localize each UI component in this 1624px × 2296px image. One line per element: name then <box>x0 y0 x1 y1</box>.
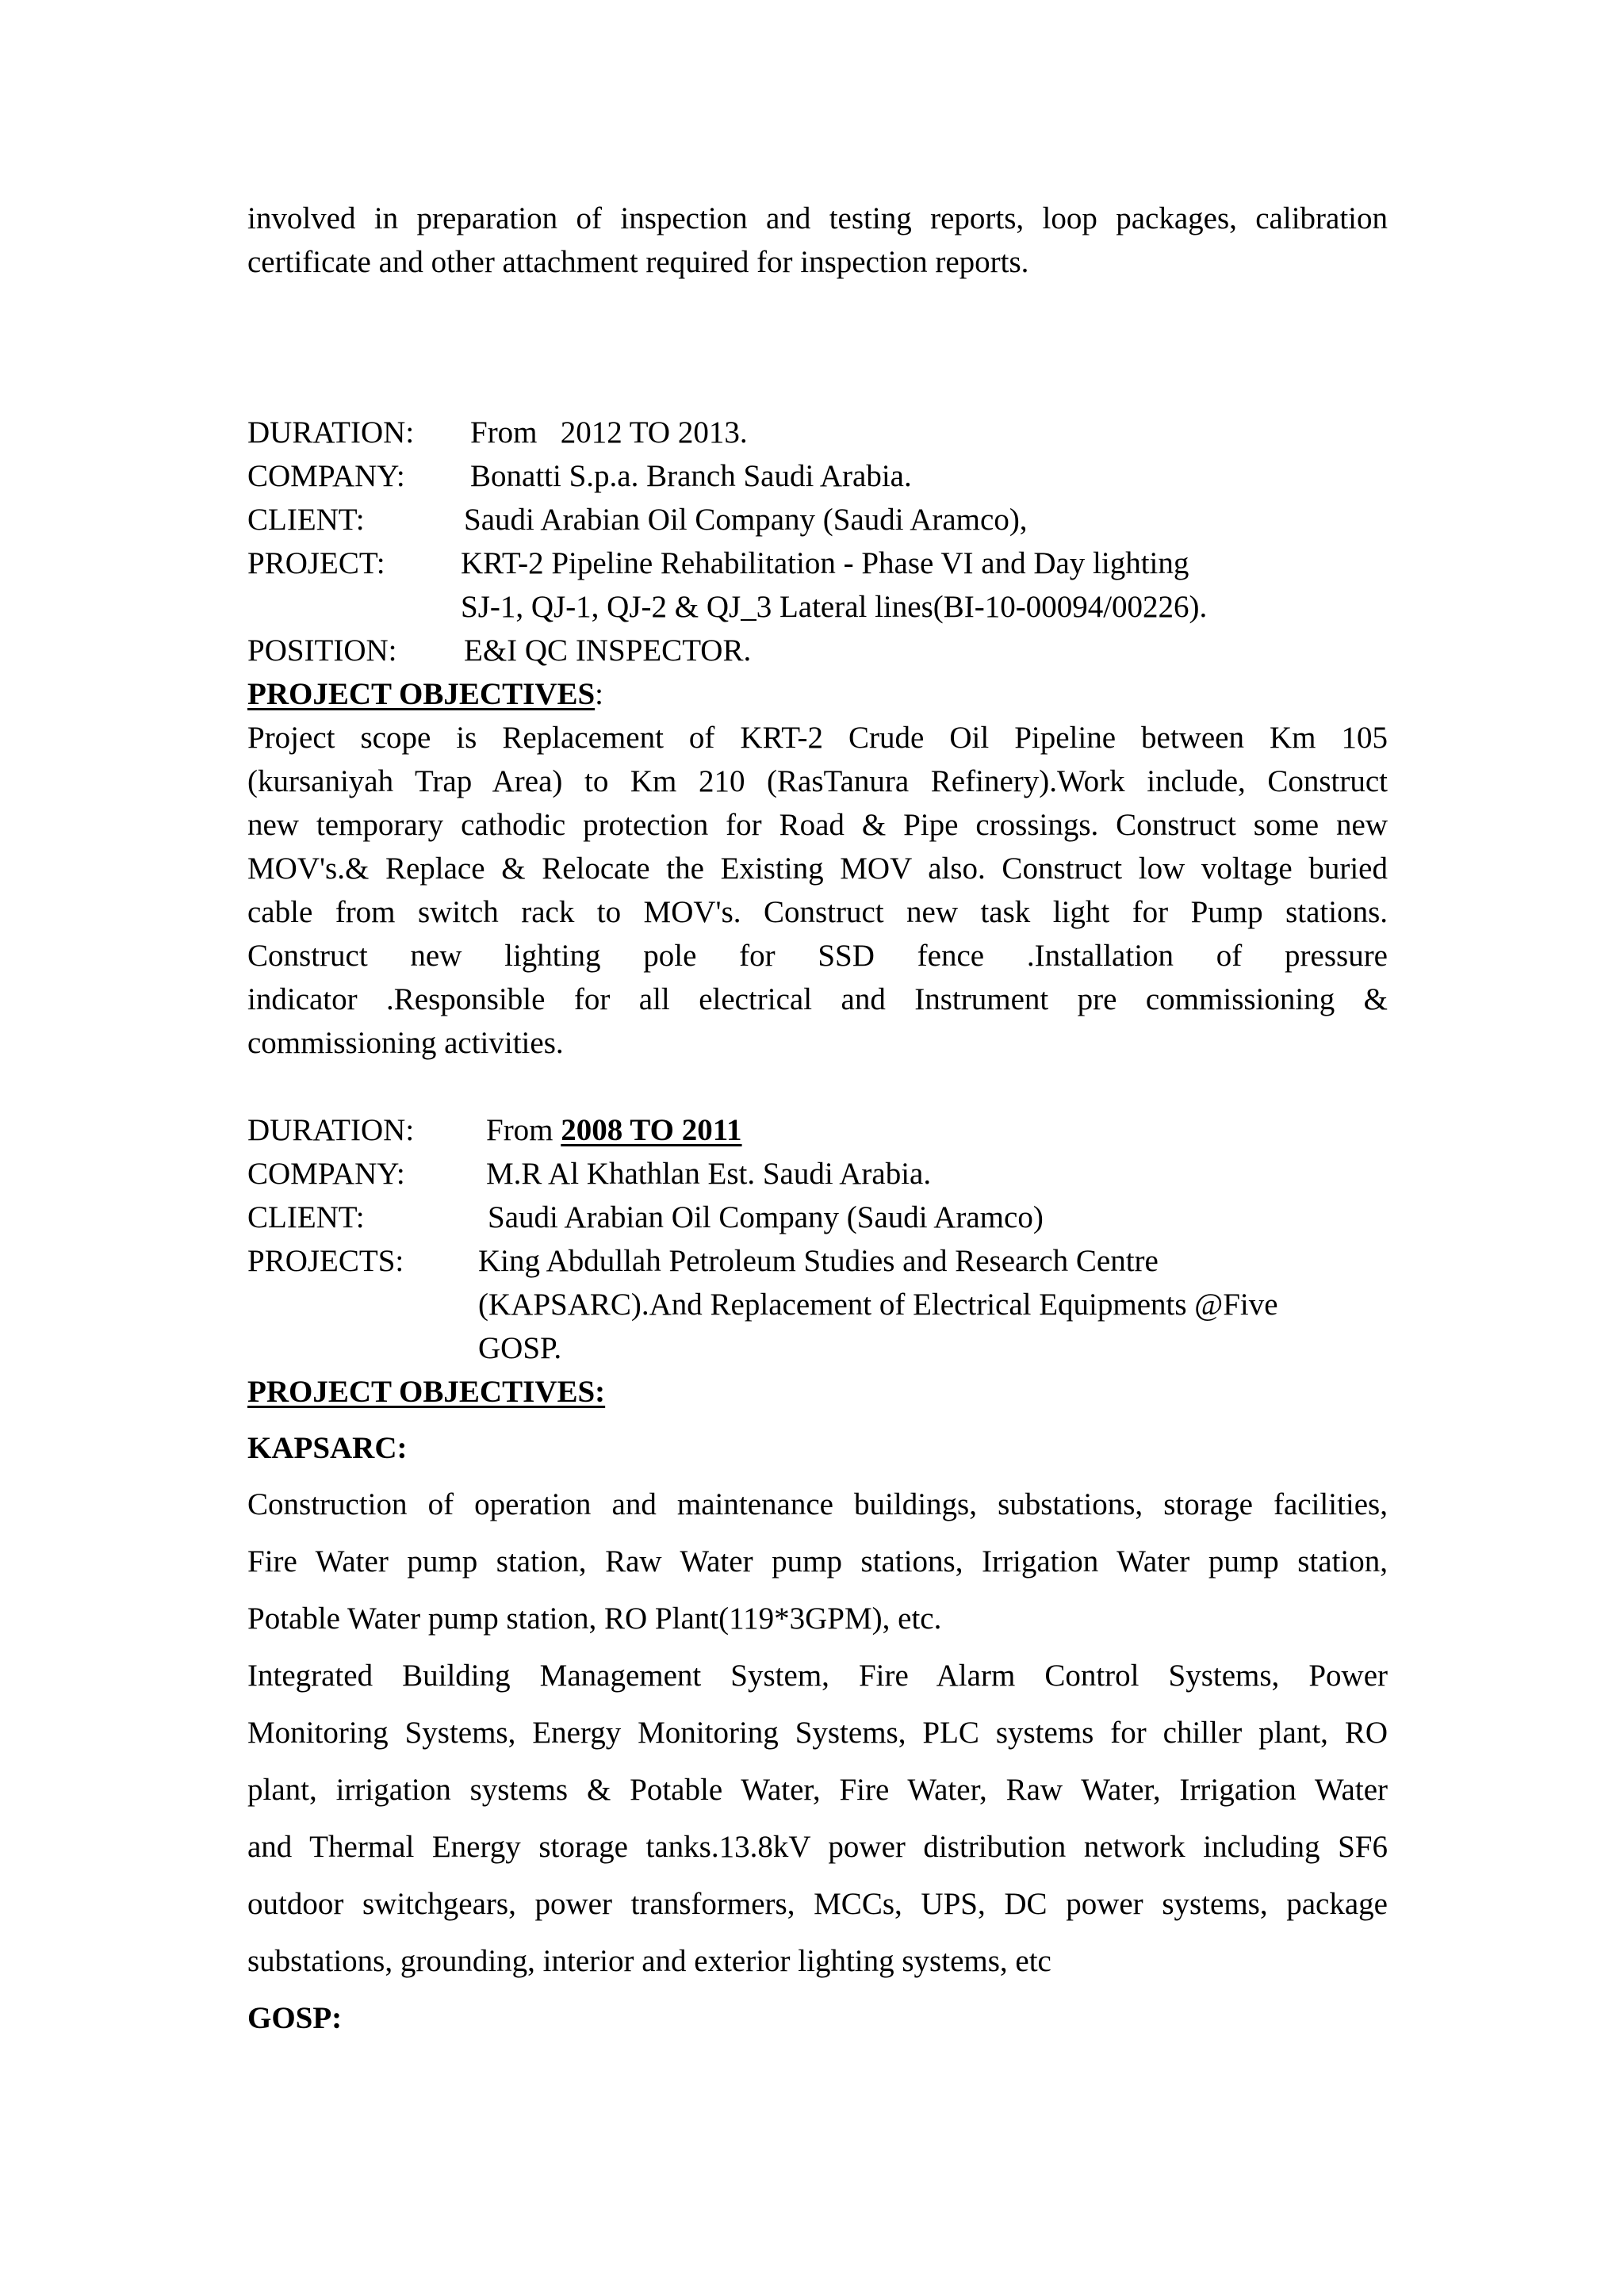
duration-value <box>486 1115 742 1146</box>
client-label: CLIENT: <box>247 1200 365 1234</box>
duration-label: DURATION: <box>247 1113 415 1147</box>
objectives-line: cable from switch rack to MOV's. Construct new task light for Pump stations. <box>247 895 1388 929</box>
systems-line: Integrated Building Management System, Fire Alarm Control Systems, Power <box>247 1659 1388 1693</box>
duration-value: From 2012 TO 2013. <box>470 415 748 450</box>
objectives-heading-colon: : <box>595 677 603 711</box>
intro-line: involved in preparation of inspection and testing reports, loop packages, calibration <box>247 201 1388 235</box>
duration-label: DURATION: <box>247 415 415 450</box>
systems-line: plant, irrigation systems & Potable Water, Fire Water, Raw Water, Irrigation Water <box>247 1773 1388 1807</box>
systems-line: substations, grounding, interior and exterior lighting systems, etc <box>247 1944 1051 1978</box>
kapsarc-line: Fire Water pump station, Raw Water pump stations, Irrigation Water pump station, <box>247 1544 1388 1578</box>
company-value: Bonatti S.p.a. Branch Saudi Arabia. <box>470 459 912 493</box>
intro-line: certificate and other attachment required for inspection reports. <box>247 245 1029 279</box>
company-label: COMPANY: <box>247 459 405 493</box>
objectives-line: commissioning activities. <box>247 1026 564 1060</box>
objectives-line: indicator .Responsible for all electrical and Instrument pre commissioning & <box>247 982 1388 1016</box>
company-value: M.R Al Khathlan Est. Saudi Arabia. <box>486 1157 932 1191</box>
systems-line: Monitoring Systems, Energy Monitoring Systems, PLC systems for chiller plant, RO <box>247 1716 1388 1750</box>
projects-label: PROJECTS: <box>247 1244 404 1278</box>
kapsarc-heading: KAPSARC: <box>247 1431 408 1465</box>
objectives-line: Project scope is Replacement of KRT-2 Crude Oil Pipeline between Km 105 <box>247 721 1388 755</box>
gosp-heading: GOSP: <box>247 2001 343 2035</box>
project-label: PROJECT: <box>247 546 385 580</box>
objectives-heading: PROJECT OBJECTIVES: <box>247 1375 606 1409</box>
projects-value-line: GOSP. <box>478 1331 562 1365</box>
client-label: CLIENT: <box>247 503 365 537</box>
objectives-heading-text: PROJECT OBJECTIVES <box>247 677 596 711</box>
position-value: E&I QC INSPECTOR. <box>464 633 752 668</box>
systems-line: and Thermal Energy storage tanks.13.8kV power distribution network including SF6 <box>247 1830 1388 1864</box>
objectives-line: (kursaniyah Trap Area) to Km 210 (RasTanura Refinery).Work include, Construct <box>247 764 1388 798</box>
kapsarc-line: Potable Water pump station, RO Plant(119*3GPM), etc. <box>247 1601 942 1636</box>
position-label: POSITION: <box>247 633 397 668</box>
project-value-line: SJ-1, QJ-1, QJ-2 & QJ_3 Lateral lines(BI-10-00094/00226). <box>461 590 1208 624</box>
systems-line: outdoor switchgears, power transformers, MCCs, UPS, DC power systems, package <box>247 1887 1388 1921</box>
objectives-line: MOV's.& Replace & Relocate the Existing MOV also. Construct low voltage buried <box>247 851 1388 886</box>
client-value: Saudi Arabian Oil Company (Saudi Aramco), <box>464 503 1028 537</box>
duration-prefix: From <box>486 1113 561 1147</box>
kapsarc-line: Construction of operation and maintenance buildings, substations, storage facilities, <box>247 1487 1388 1521</box>
objectives-heading <box>247 679 603 710</box>
projects-value-line: King Abdullah Petroleum Studies and Research Centre <box>478 1244 1159 1278</box>
company-label: COMPANY: <box>247 1157 405 1191</box>
client-value: Saudi Arabian Oil Company (Saudi Aramco) <box>488 1200 1044 1234</box>
projects-value-line: (KAPSARC).And Replacement of Electrical Equipments @Five <box>478 1288 1278 1322</box>
objectives-line: new temporary cathodic protection for Road & Pipe crossings. Construct some new <box>247 808 1388 842</box>
duration-years: 2008 TO 2011 <box>561 1113 742 1147</box>
objectives-line: Construct new lighting pole for SSD fence .Installation of pressure <box>247 939 1388 973</box>
project-value-line: KRT-2 Pipeline Rehabilitation - Phase VI and Day lighting <box>461 546 1189 580</box>
